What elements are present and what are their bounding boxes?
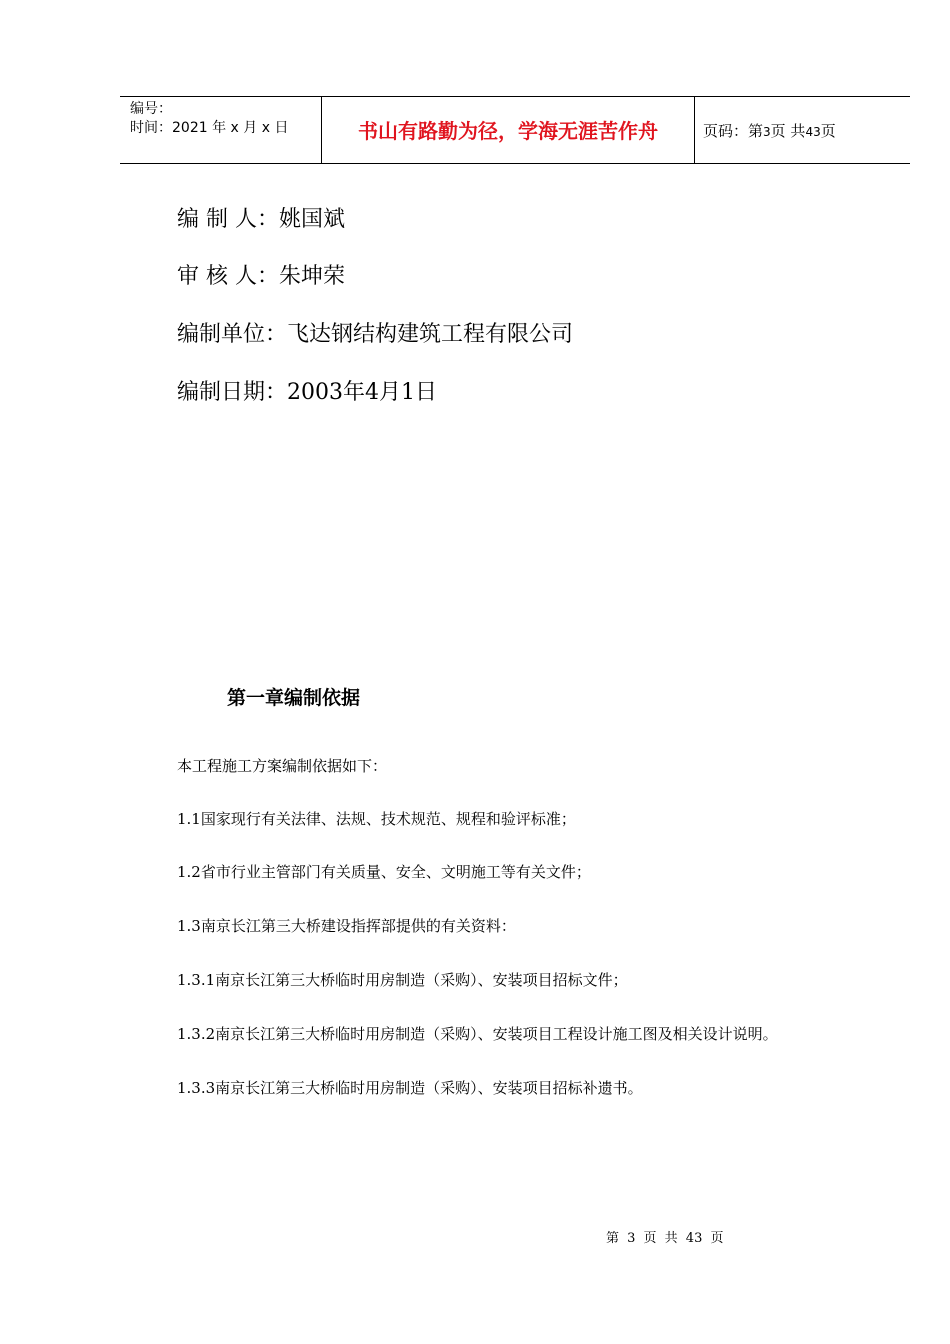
info-value: 姚国斌 [279, 207, 346, 232]
info-reviewer [177, 263, 345, 291]
time-unit-day: 日 [274, 120, 289, 136]
time-month: x [230, 120, 239, 136]
document-number-label: 编号： [130, 101, 172, 117]
time-unit-month: 月 [243, 120, 258, 136]
page-footer: 第 3 页 共 43 页 [606, 1231, 724, 1246]
info-date [177, 379, 437, 407]
page-label: 页码：第 [703, 122, 764, 140]
header-meta-cell [120, 97, 321, 163]
header-motto-cell [321, 97, 695, 163]
time-year: 2021 [172, 120, 208, 136]
info-value: 2003年4月1日 [287, 380, 437, 405]
paragraph: 1.3.2南京长江第三大桥临时用房制造（采购）、安装项目工程设计施工图及相关设计说明。 [177, 1025, 778, 1043]
time-label: 时间： [130, 120, 172, 136]
paragraph: 1.3.3南京长江第三大桥临时用房制造（采购）、安装项目招标补遗书。 [177, 1079, 643, 1097]
info-value: 朱坤荣 [279, 264, 346, 289]
page-mid: 页 共 [770, 122, 806, 140]
time-unit-year: 年 [212, 120, 227, 136]
time-day: x [261, 120, 271, 136]
header-page-cell [695, 97, 910, 163]
paragraph: 1.2省市行业主管部门有关质量、安全、文明施工等有关文件； [177, 863, 591, 881]
info-compiler [177, 206, 345, 234]
document-header [120, 96, 910, 164]
info-organization [177, 321, 573, 349]
document-time [130, 120, 289, 136]
info-label: 编制日期： [177, 380, 288, 405]
paragraph: 本工程施工方案编制依据如下： [177, 757, 388, 775]
info-label: 编制单位： [177, 322, 288, 347]
info-label: 审 核 人： [177, 264, 279, 289]
paragraph: 1.3.1南京长江第三大桥临时用房制造（采购）、安装项目招标文件； [177, 971, 628, 989]
header-motto: 书山有路勤为径，学海无涯苦作舟 [358, 119, 658, 143]
page-total: 43 [805, 125, 821, 139]
page-end: 页 [820, 122, 836, 140]
header-page-number [703, 122, 836, 141]
info-value: 飞达钢结构建筑工程有限公司 [287, 322, 574, 347]
info-label: 编 制 人： [177, 207, 279, 232]
paragraph: 1.1国家现行有关法律、法规、技术规范、规程和验评标准； [177, 810, 576, 828]
page-current: 3 [763, 125, 771, 139]
paragraph: 1.3南京长江第三大桥建设指挥部提供的有关资料： [177, 917, 516, 935]
chapter-title: 第一章编制依据 [227, 687, 361, 709]
